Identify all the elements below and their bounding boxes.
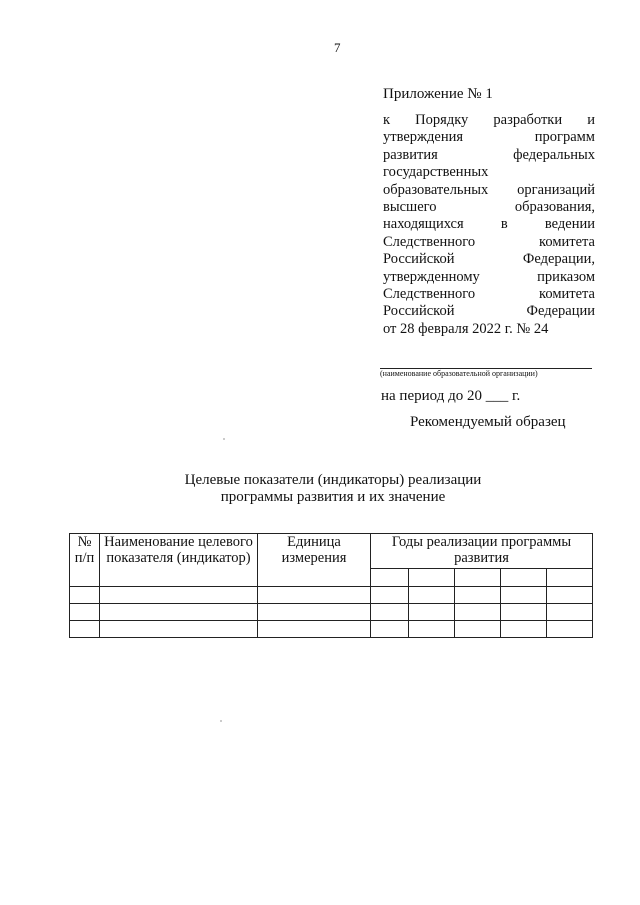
table-row [70,621,593,638]
year-cell [501,569,547,587]
indicators-table [69,533,593,638]
table-cell [547,604,593,621]
scan-speck [223,438,225,440]
appendix-line: утвержденному приказом [383,268,595,285]
table-cell [371,587,409,604]
page-number: 7 [334,40,341,55]
appendix-line: образовательных организаций [383,181,595,198]
table-cell [258,587,371,604]
table-cell [100,604,258,621]
table-cell [501,604,547,621]
table-cell [258,621,371,638]
year-cell [547,569,593,587]
appendix-line: к Порядку разработки и [383,112,595,128]
table-cell [547,621,593,638]
table-cell [70,621,100,638]
recommended-sample-label: Рекомендуемый образец [410,414,566,430]
table-cell [501,587,547,604]
table-cell [70,587,100,604]
organization-caption: (наименование образовательной организации) [380,369,538,378]
appendix-line: высшего образования, [383,199,595,216]
header-years: Годы реализации программы развития [371,534,593,569]
table-cell [409,604,455,621]
table-cell [409,621,455,638]
appendix-line: находящихся в ведении [383,216,595,233]
appendix-line: от 28 февраля 2022 г. № 24 [383,320,549,337]
appendix-line: государственных [383,164,489,181]
year-cell [371,569,409,587]
table-cell [547,587,593,604]
table-cell [455,587,501,604]
appendix-line: Российской Федерации, [383,251,595,268]
year-cell [409,569,455,587]
appendix-title: Приложение № 1 [383,86,493,102]
appendix-line: развития федеральных [383,146,595,163]
table-cell [258,604,371,621]
table-cell [501,621,547,638]
table-cell [371,621,409,638]
table-header-row [70,534,593,569]
header-number: № п/п [70,534,100,587]
table-cell [70,604,100,621]
appendix-line: утверждения программ [383,129,595,146]
table-row [70,587,593,604]
header-indicator-name: Наименование целевого показателя (индикатор) [100,534,258,587]
appendix-line: Следственного комитета [383,233,595,250]
table-cell [100,587,258,604]
header-unit: Единица измерения [258,534,371,587]
table-cell [371,604,409,621]
table-cell [455,604,501,621]
table-cell [100,621,258,638]
year-cell [455,569,501,587]
scan-speck [220,720,222,722]
appendix-line: Следственного комитета [383,286,595,303]
table-cell [409,587,455,604]
appendix-body [383,112,595,338]
document-heading-line-2: программы развития и их значение [220,489,446,505]
table-row [70,604,593,621]
period-text: на период до 20 ___ г. [381,388,521,404]
appendix-line: Российской Федерации [383,303,595,320]
table-cell [455,621,501,638]
document-heading-line-1: Целевые показатели (индикаторы) реализации [184,472,482,488]
